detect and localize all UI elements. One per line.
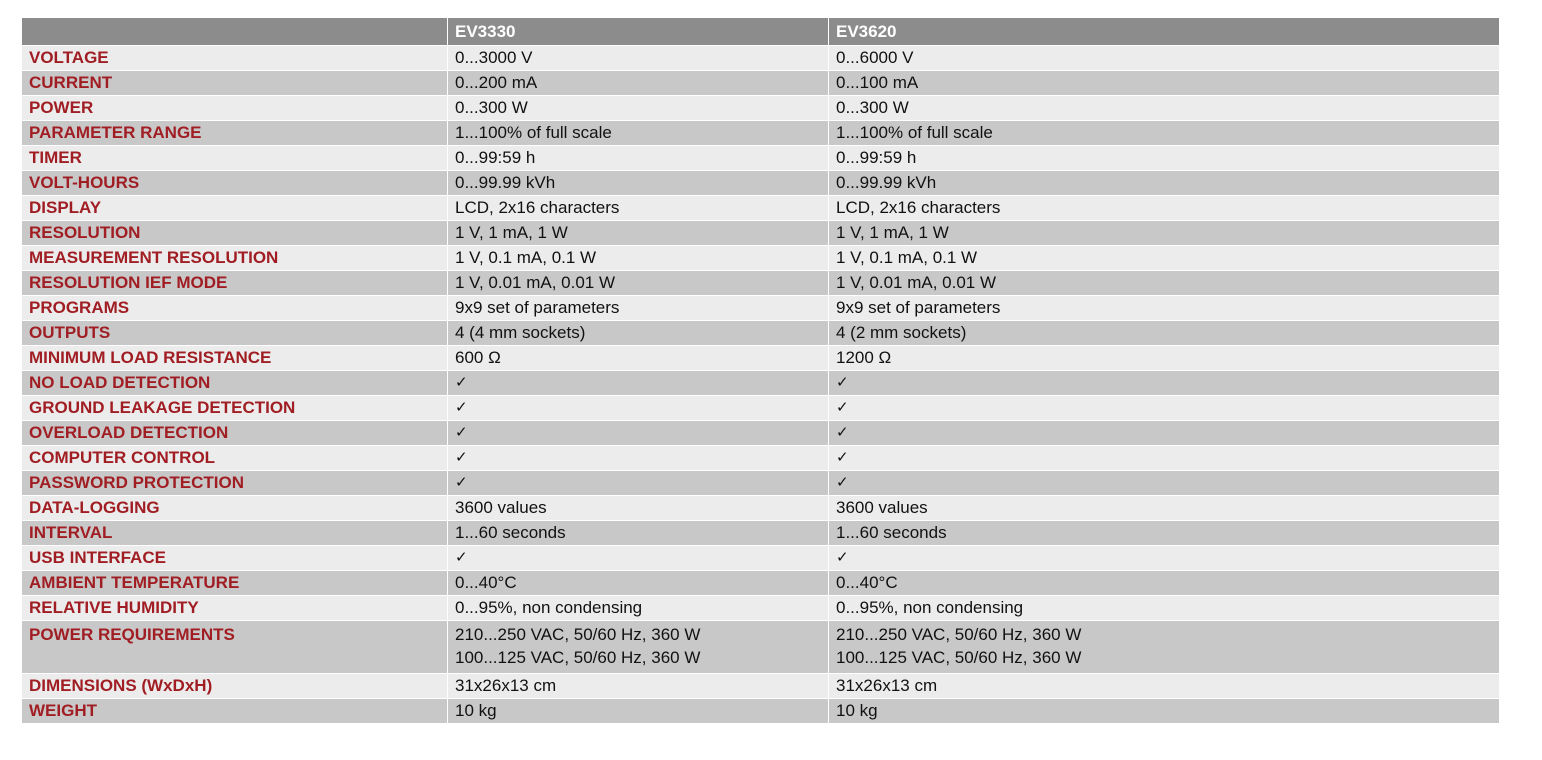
spec-value-line: 0...40°C — [455, 573, 517, 592]
spec-value-ev3620 — [829, 421, 1500, 446]
spec-value-ev3330 — [448, 496, 829, 521]
spec-value-ev3330 — [448, 546, 829, 571]
spec-label: INTERVAL — [22, 521, 448, 546]
checkmark-icon: ✓ — [455, 399, 468, 416]
checkmark-icon: ✓ — [455, 549, 468, 566]
spec-value-ev3620 — [829, 246, 1500, 271]
checkmark-icon: ✓ — [836, 424, 849, 441]
spec-label: DISPLAY — [22, 196, 448, 221]
spec-label: DATA-LOGGING — [22, 496, 448, 521]
spec-comparison-table — [21, 17, 1500, 724]
spec-label: GROUND LEAKAGE DETECTION — [22, 396, 448, 421]
spec-value-line: 4 (2 mm sockets) — [836, 323, 967, 342]
spec-value-ev3620 — [829, 121, 1500, 146]
spec-value-ev3620 — [829, 571, 1500, 596]
checkmark-icon: ✓ — [455, 424, 468, 441]
spec-value-line: LCD, 2x16 characters — [455, 198, 620, 217]
header-label-column — [22, 18, 448, 46]
spec-value-ev3330 — [448, 196, 829, 221]
spec-value-ev3620 — [829, 471, 1500, 496]
spec-value-ev3330 — [448, 396, 829, 421]
table-row — [22, 699, 1500, 724]
spec-value-line: 0...6000 V — [836, 48, 914, 67]
checkmark-icon: ✓ — [836, 474, 849, 491]
spec-value-line: 0...300 W — [836, 98, 909, 117]
table-row — [22, 96, 1500, 121]
spec-value-ev3330 — [448, 221, 829, 246]
spec-value-line: 9x9 set of parameters — [836, 298, 1001, 317]
spec-value-ev3330 — [448, 171, 829, 196]
spec-label: PROGRAMS — [22, 296, 448, 321]
spec-value-line: 1...60 seconds — [455, 523, 566, 542]
table-row — [22, 146, 1500, 171]
spec-value-ev3620 — [829, 171, 1500, 196]
spec-value-ev3330 — [448, 146, 829, 171]
checkmark-icon: ✓ — [836, 449, 849, 466]
table-row — [22, 674, 1500, 699]
spec-label: DIMENSIONS (WxDxH) — [22, 674, 448, 699]
spec-label: WEIGHT — [22, 699, 448, 724]
table-row — [22, 521, 1500, 546]
spec-value-line: 1 V, 1 mA, 1 W — [836, 223, 949, 242]
table-row — [22, 546, 1500, 571]
spec-value-line: 10 kg — [455, 701, 497, 720]
spec-value-line: 1 V, 0.1 mA, 0.1 W — [455, 248, 597, 267]
table-row — [22, 346, 1500, 371]
spec-value-line: 0...200 mA — [455, 73, 538, 92]
table-row — [22, 246, 1500, 271]
spec-value-ev3620 — [829, 46, 1500, 71]
spec-value-line: 0...99.99 kVh — [836, 173, 937, 192]
spec-label: MINIMUM LOAD RESISTANCE — [22, 346, 448, 371]
table-row — [22, 446, 1500, 471]
spec-label: OUTPUTS — [22, 321, 448, 346]
table-row — [22, 396, 1500, 421]
spec-value-line: 0...300 W — [455, 98, 528, 117]
spec-label: TIMER — [22, 146, 448, 171]
table-row — [22, 496, 1500, 521]
spec-value-line: 1 V, 0.01 mA, 0.01 W — [836, 273, 997, 292]
spec-value-line: 0...40°C — [836, 573, 898, 592]
checkmark-icon: ✓ — [836, 399, 849, 416]
table-row — [22, 271, 1500, 296]
spec-value-ev3330 — [448, 674, 829, 699]
spec-value-ev3620 — [829, 321, 1500, 346]
table-body — [22, 46, 1500, 724]
table-row — [22, 596, 1500, 621]
spec-value-ev3620 — [829, 699, 1500, 724]
spec-label: COMPUTER CONTROL — [22, 446, 448, 471]
header-row — [22, 18, 1500, 46]
spec-label: PASSWORD PROTECTION — [22, 471, 448, 496]
spec-label: VOLT-HOURS — [22, 171, 448, 196]
spec-value-ev3620 — [829, 446, 1500, 471]
table-header — [22, 18, 1500, 46]
spec-value-ev3330 — [448, 121, 829, 146]
spec-value-ev3620 — [829, 196, 1500, 221]
table-row — [22, 471, 1500, 496]
spec-value-ev3620 — [829, 71, 1500, 96]
table-row — [22, 121, 1500, 146]
table-row — [22, 421, 1500, 446]
spec-label: RESOLUTION — [22, 221, 448, 246]
spec-value-ev3620 — [829, 296, 1500, 321]
spec-value-line: 0...99:59 h — [836, 148, 917, 167]
table-row — [22, 71, 1500, 96]
table-row — [22, 196, 1500, 221]
table-row — [22, 221, 1500, 246]
spec-label: POWER REQUIREMENTS — [22, 621, 448, 674]
spec-value-ev3620 — [829, 221, 1500, 246]
spec-value-ev3330 — [448, 446, 829, 471]
checkmark-icon: ✓ — [836, 374, 849, 391]
spec-value-ev3620 — [829, 396, 1500, 421]
spec-label: RESOLUTION IEF MODE — [22, 271, 448, 296]
checkmark-icon: ✓ — [455, 374, 468, 391]
table-row — [22, 621, 1500, 674]
spec-value-line: 3600 values — [455, 498, 547, 517]
spec-value-line: 100...125 VAC, 50/60 Hz, 360 W — [836, 648, 1082, 667]
spec-label: VOLTAGE — [22, 46, 448, 71]
spec-value-line: 31x26x13 cm — [836, 676, 938, 695]
checkmark-icon: ✓ — [455, 449, 468, 466]
table-row — [22, 321, 1500, 346]
spec-label: PARAMETER RANGE — [22, 121, 448, 146]
spec-label: CURRENT — [22, 71, 448, 96]
spec-value-line: 1 V, 0.01 mA, 0.01 W — [455, 273, 616, 292]
spec-value-line: 0...95%, non condensing — [836, 598, 1024, 617]
spec-value-ev3620 — [829, 96, 1500, 121]
spec-value-ev3330 — [448, 521, 829, 546]
spec-value-ev3330 — [448, 46, 829, 71]
spec-label: AMBIENT TEMPERATURE — [22, 571, 448, 596]
spec-value-line: 600 Ω — [455, 348, 501, 367]
spec-value-line: 1...100% of full scale — [455, 123, 612, 142]
spec-value-line: 0...99:59 h — [455, 148, 536, 167]
spec-value-line: 210...250 VAC, 50/60 Hz, 360 W — [455, 625, 701, 644]
spec-value-line: 0...99.99 kVh — [455, 173, 556, 192]
spec-value-ev3330 — [448, 571, 829, 596]
spec-value-line: 1 V, 0.1 mA, 0.1 W — [836, 248, 978, 267]
spec-value-ev3620 — [829, 546, 1500, 571]
spec-value-line: 1...100% of full scale — [836, 123, 993, 142]
spec-value-line: 100...125 VAC, 50/60 Hz, 360 W — [455, 648, 701, 667]
spec-value-ev3330 — [448, 271, 829, 296]
spec-value-ev3330 — [448, 71, 829, 96]
spec-value-line: 0...95%, non condensing — [455, 598, 643, 617]
checkmark-icon: ✓ — [455, 474, 468, 491]
spec-value-ev3620 — [829, 346, 1500, 371]
spec-value-ev3330 — [448, 246, 829, 271]
spec-value-line: 0...3000 V — [455, 48, 533, 67]
spec-value-line: 4 (4 mm sockets) — [455, 323, 586, 342]
spec-value-ev3620 — [829, 674, 1500, 699]
spec-value-ev3330 — [448, 596, 829, 621]
spec-value-ev3620 — [829, 521, 1500, 546]
table-row — [22, 296, 1500, 321]
spec-value-ev3620 — [829, 271, 1500, 296]
spec-value-ev3330 — [448, 621, 829, 674]
header-model-ev3330: EV3330 — [448, 18, 829, 46]
spec-value-ev3330 — [448, 371, 829, 396]
table-row — [22, 46, 1500, 71]
spec-label: USB INTERFACE — [22, 546, 448, 571]
spec-value-ev3620 — [829, 146, 1500, 171]
table-row — [22, 371, 1500, 396]
header-model-ev3620: EV3620 — [829, 18, 1500, 46]
spec-value-line: 3600 values — [836, 498, 928, 517]
spec-value-ev3330 — [448, 699, 829, 724]
spec-value-ev3330 — [448, 296, 829, 321]
checkmark-icon: ✓ — [836, 549, 849, 566]
spec-value-line: 1200 Ω — [836, 348, 892, 367]
spec-value-ev3330 — [448, 471, 829, 496]
table-row — [22, 571, 1500, 596]
spec-label: NO LOAD DETECTION — [22, 371, 448, 396]
spec-value-ev3330 — [448, 346, 829, 371]
spec-value-line: 1 V, 1 mA, 1 W — [455, 223, 568, 242]
spec-value-line: 1...60 seconds — [836, 523, 947, 542]
spec-label: RELATIVE HUMIDITY — [22, 596, 448, 621]
spec-value-line: 31x26x13 cm — [455, 676, 557, 695]
spec-value-line: 0...100 mA — [836, 73, 919, 92]
spec-value-ev3620 — [829, 371, 1500, 396]
spec-value-line: 9x9 set of parameters — [455, 298, 620, 317]
spec-label: OVERLOAD DETECTION — [22, 421, 448, 446]
spec-value-ev3330 — [448, 321, 829, 346]
spec-value-ev3620 — [829, 596, 1500, 621]
spec-value-line: 210...250 VAC, 50/60 Hz, 360 W — [836, 625, 1082, 644]
spec-value-ev3620 — [829, 621, 1500, 674]
spec-value-ev3330 — [448, 96, 829, 121]
spec-label: MEASUREMENT RESOLUTION — [22, 246, 448, 271]
spec-value-line: LCD, 2x16 characters — [836, 198, 1001, 217]
spec-value-line: 10 kg — [836, 701, 878, 720]
table-row — [22, 171, 1500, 196]
spec-value-ev3620 — [829, 496, 1500, 521]
spec-label: POWER — [22, 96, 448, 121]
spec-value-ev3330 — [448, 421, 829, 446]
